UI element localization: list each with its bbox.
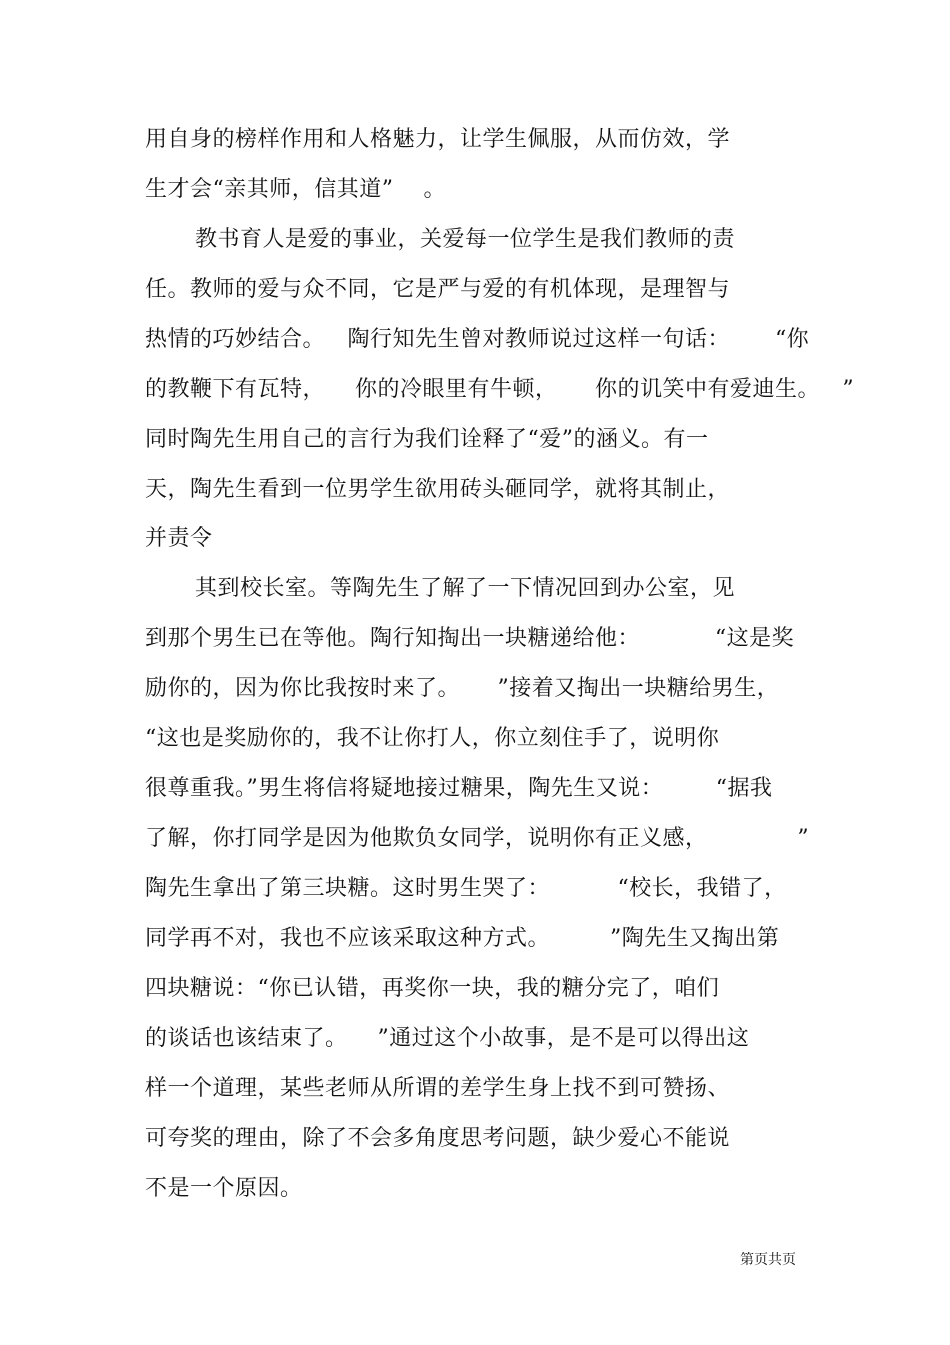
paragraph-start-line: 其到校长室。等陶先生了解了一下情况回到办公室，见 [195, 576, 736, 601]
text-line: 很尊重我。”男生将信将疑地接过糖果，陶先生又说： “据我 [145, 776, 773, 801]
text-line: 可夸奖的理由，除了不会多角度思考问题，缺少爱心不能说 [145, 1126, 731, 1151]
text-line: 生才会“亲其师，信其道” 。 [145, 177, 446, 202]
text-line: 不是一个原因。 [145, 1176, 303, 1201]
text-line: 用自身的榜样作用和人格魅力，让学生佩服，从而仿效，学 [145, 127, 731, 152]
text-line: 同时陶先生用自己的言行为我们诠释了“爱”的涵义。有一 [145, 427, 709, 452]
text-line: 励你的，因为你比我按时来了。 ”接着又掏出一块糖给男生， [145, 676, 780, 701]
text-line: 热情的巧妙结合。 陶行知先生曾对教师说过这样一句话： “你 [145, 327, 810, 352]
text-line: “这也是奖励你的，我不让你打人，你立刻住手了，说明你 [145, 726, 720, 751]
text-line: 天，陶先生看到一位男学生欲用砖头砸同学，就将其制止， [145, 477, 731, 502]
text-line: 的教鞭下有瓦特， 你的冷眼里有牛顿， 你的讥笑中有爱迪生。 ” [145, 377, 855, 402]
text-line: 样一个道理，某些老师从所谓的差学生身上找不到可赞扬、 [145, 1076, 731, 1101]
text-line: 到那个男生已在等他。陶行知掏出一块糖递给他： “这是奖 [145, 626, 795, 651]
page-footer: 第页共页 [740, 1252, 796, 1268]
text-line: 并责令 [145, 526, 213, 551]
text-line: 四块糖说：“你已认错，再奖你一块，我的糖分完了，咱们 [145, 976, 720, 1001]
text-line: 了解，你打同学是因为他欺负女同学，说明你有正义感， ” [145, 826, 810, 851]
text-line: 同学再不对，我也不应该采取这种方式。 ”陶先生又掏出第 [145, 926, 780, 951]
text-line: 的谈话也该结束了。 ”通过这个小故事，是不是可以得出这 [145, 1026, 750, 1051]
text-line: 陶先生拿出了第三块糖。这时男生哭了： “校长，我错了， [145, 876, 787, 901]
text-line: 任。教师的爱与众不同，它是严与爱的有机体现，是理智与 [145, 277, 731, 302]
paragraph-start-line: 教书育人是爱的事业，关爱每一位学生是我们教师的责 [195, 227, 736, 252]
